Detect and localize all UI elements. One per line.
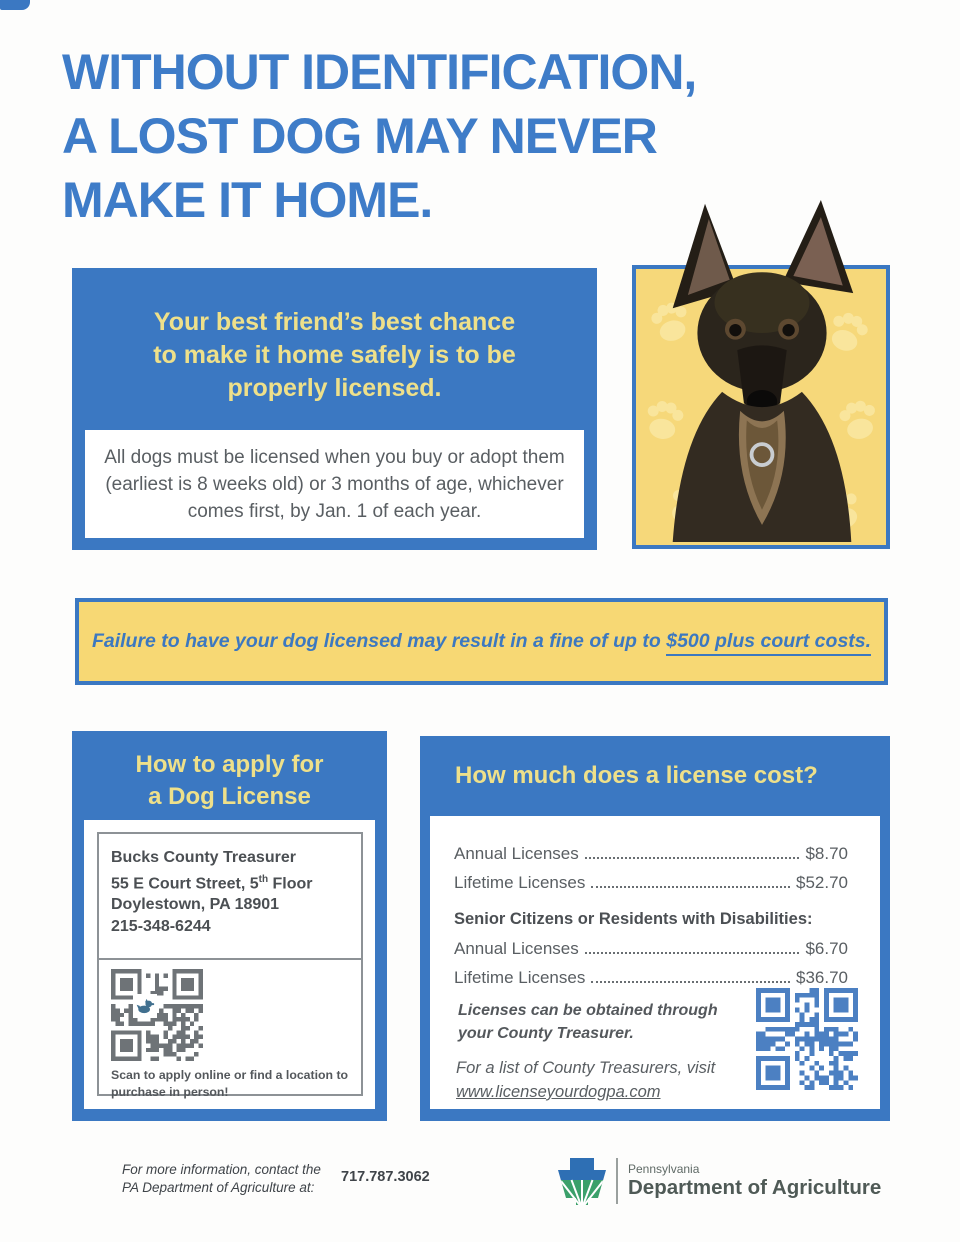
apply-card — [84, 820, 375, 1109]
dog-glyph-icon — [133, 994, 157, 1018]
cost-row — [454, 844, 848, 864]
dot-leader — [585, 857, 800, 859]
hero-message: Your best friend’s best chance to make it home safely is to be properly licensed. — [153, 308, 516, 402]
agency-name — [628, 1162, 881, 1200]
cost-value: $36.70 — [796, 968, 848, 987]
fine-warning-text: Failure to have your dog licensed may result in a fine of up to $500 plus court costs. — [92, 630, 871, 653]
german-shepherd-photo — [648, 195, 876, 547]
agency-logo — [557, 1155, 881, 1207]
license-cost-panel — [420, 736, 890, 1121]
logo-divider — [616, 1158, 618, 1204]
license-cost-title: How much does a license cost? — [455, 762, 818, 789]
contact-info: For more information, contact the PA Department of Agriculture at: — [122, 1162, 321, 1195]
senior-heading: Senior Citizens or Residents with Disabilities: — [454, 910, 813, 928]
scan-artifact — [0, 0, 30, 10]
cost-label: Lifetime Licenses — [454, 968, 586, 987]
dog-photo-frame — [632, 265, 890, 549]
cost-value: $8.70 — [805, 844, 848, 863]
cost-row — [454, 873, 848, 893]
apply-card-frame — [97, 832, 363, 1099]
apply-qr-caption: Scan to apply online or find a location to purchase in person! — [111, 1068, 349, 1099]
hero-panel — [72, 268, 597, 550]
treasurer-list-note: For a list of County Treasurers, visit www.licenseyourdogpa.com — [456, 1056, 715, 1104]
cost-value: $52.70 — [796, 873, 848, 892]
address-phone: 215-348-6244 — [111, 917, 211, 935]
treasurer-qr-code — [756, 988, 858, 1090]
license-cost-card — [430, 816, 880, 1109]
cost-value: $6.70 — [805, 939, 848, 958]
cost-row — [454, 968, 848, 988]
headline-line: A LOST DOG MAY NEVER — [62, 108, 657, 164]
address-line: Bucks County Treasurer — [111, 849, 296, 866]
cost-row — [454, 939, 848, 959]
fine-warning-banner — [75, 598, 888, 685]
contact-phone: 717.787.3062 — [341, 1169, 430, 1185]
license-rule-callout — [85, 430, 584, 538]
address-line: 55 E Court Street, 5th Floor — [111, 873, 313, 892]
keystone-logo-icon — [557, 1155, 607, 1207]
treasurer-address — [99, 834, 361, 958]
fine-amount: $500 plus court costs. — [666, 630, 871, 656]
dot-leader — [585, 952, 800, 954]
headline-line: MAKE IT HOME. — [62, 172, 433, 228]
license-rule-text: All dogs must be licensed when you buy or adopt them (earliest is 8 weeks old) or 3 months of age, whichever comes first, by Jan. 1 of each year. — [104, 446, 565, 522]
apply-qr-section — [99, 958, 361, 1100]
cost-label: Lifetime Licenses — [454, 873, 586, 892]
agency-department: Department of Agriculture — [628, 1176, 882, 1199]
address-line: Doylestown, PA 18901 — [111, 896, 280, 914]
cost-label: Annual Licenses — [454, 939, 579, 958]
how-to-apply-panel — [72, 731, 387, 1121]
agency-state: Pennsylvania — [628, 1162, 700, 1176]
headline-line: WITHOUT IDENTIFICATION, — [62, 44, 697, 100]
obtain-note: Licenses can be obtained through your County Treasurer. — [458, 1002, 718, 1042]
license-website-link[interactable]: www.licenseyourdogpa.com — [456, 1083, 661, 1101]
dot-leader — [591, 886, 790, 888]
cost-label: Annual Licenses — [454, 844, 579, 863]
apply-qr-code — [111, 969, 203, 1061]
dot-leader — [591, 981, 790, 983]
how-to-apply-title: How to apply for a Dog License — [135, 751, 324, 810]
